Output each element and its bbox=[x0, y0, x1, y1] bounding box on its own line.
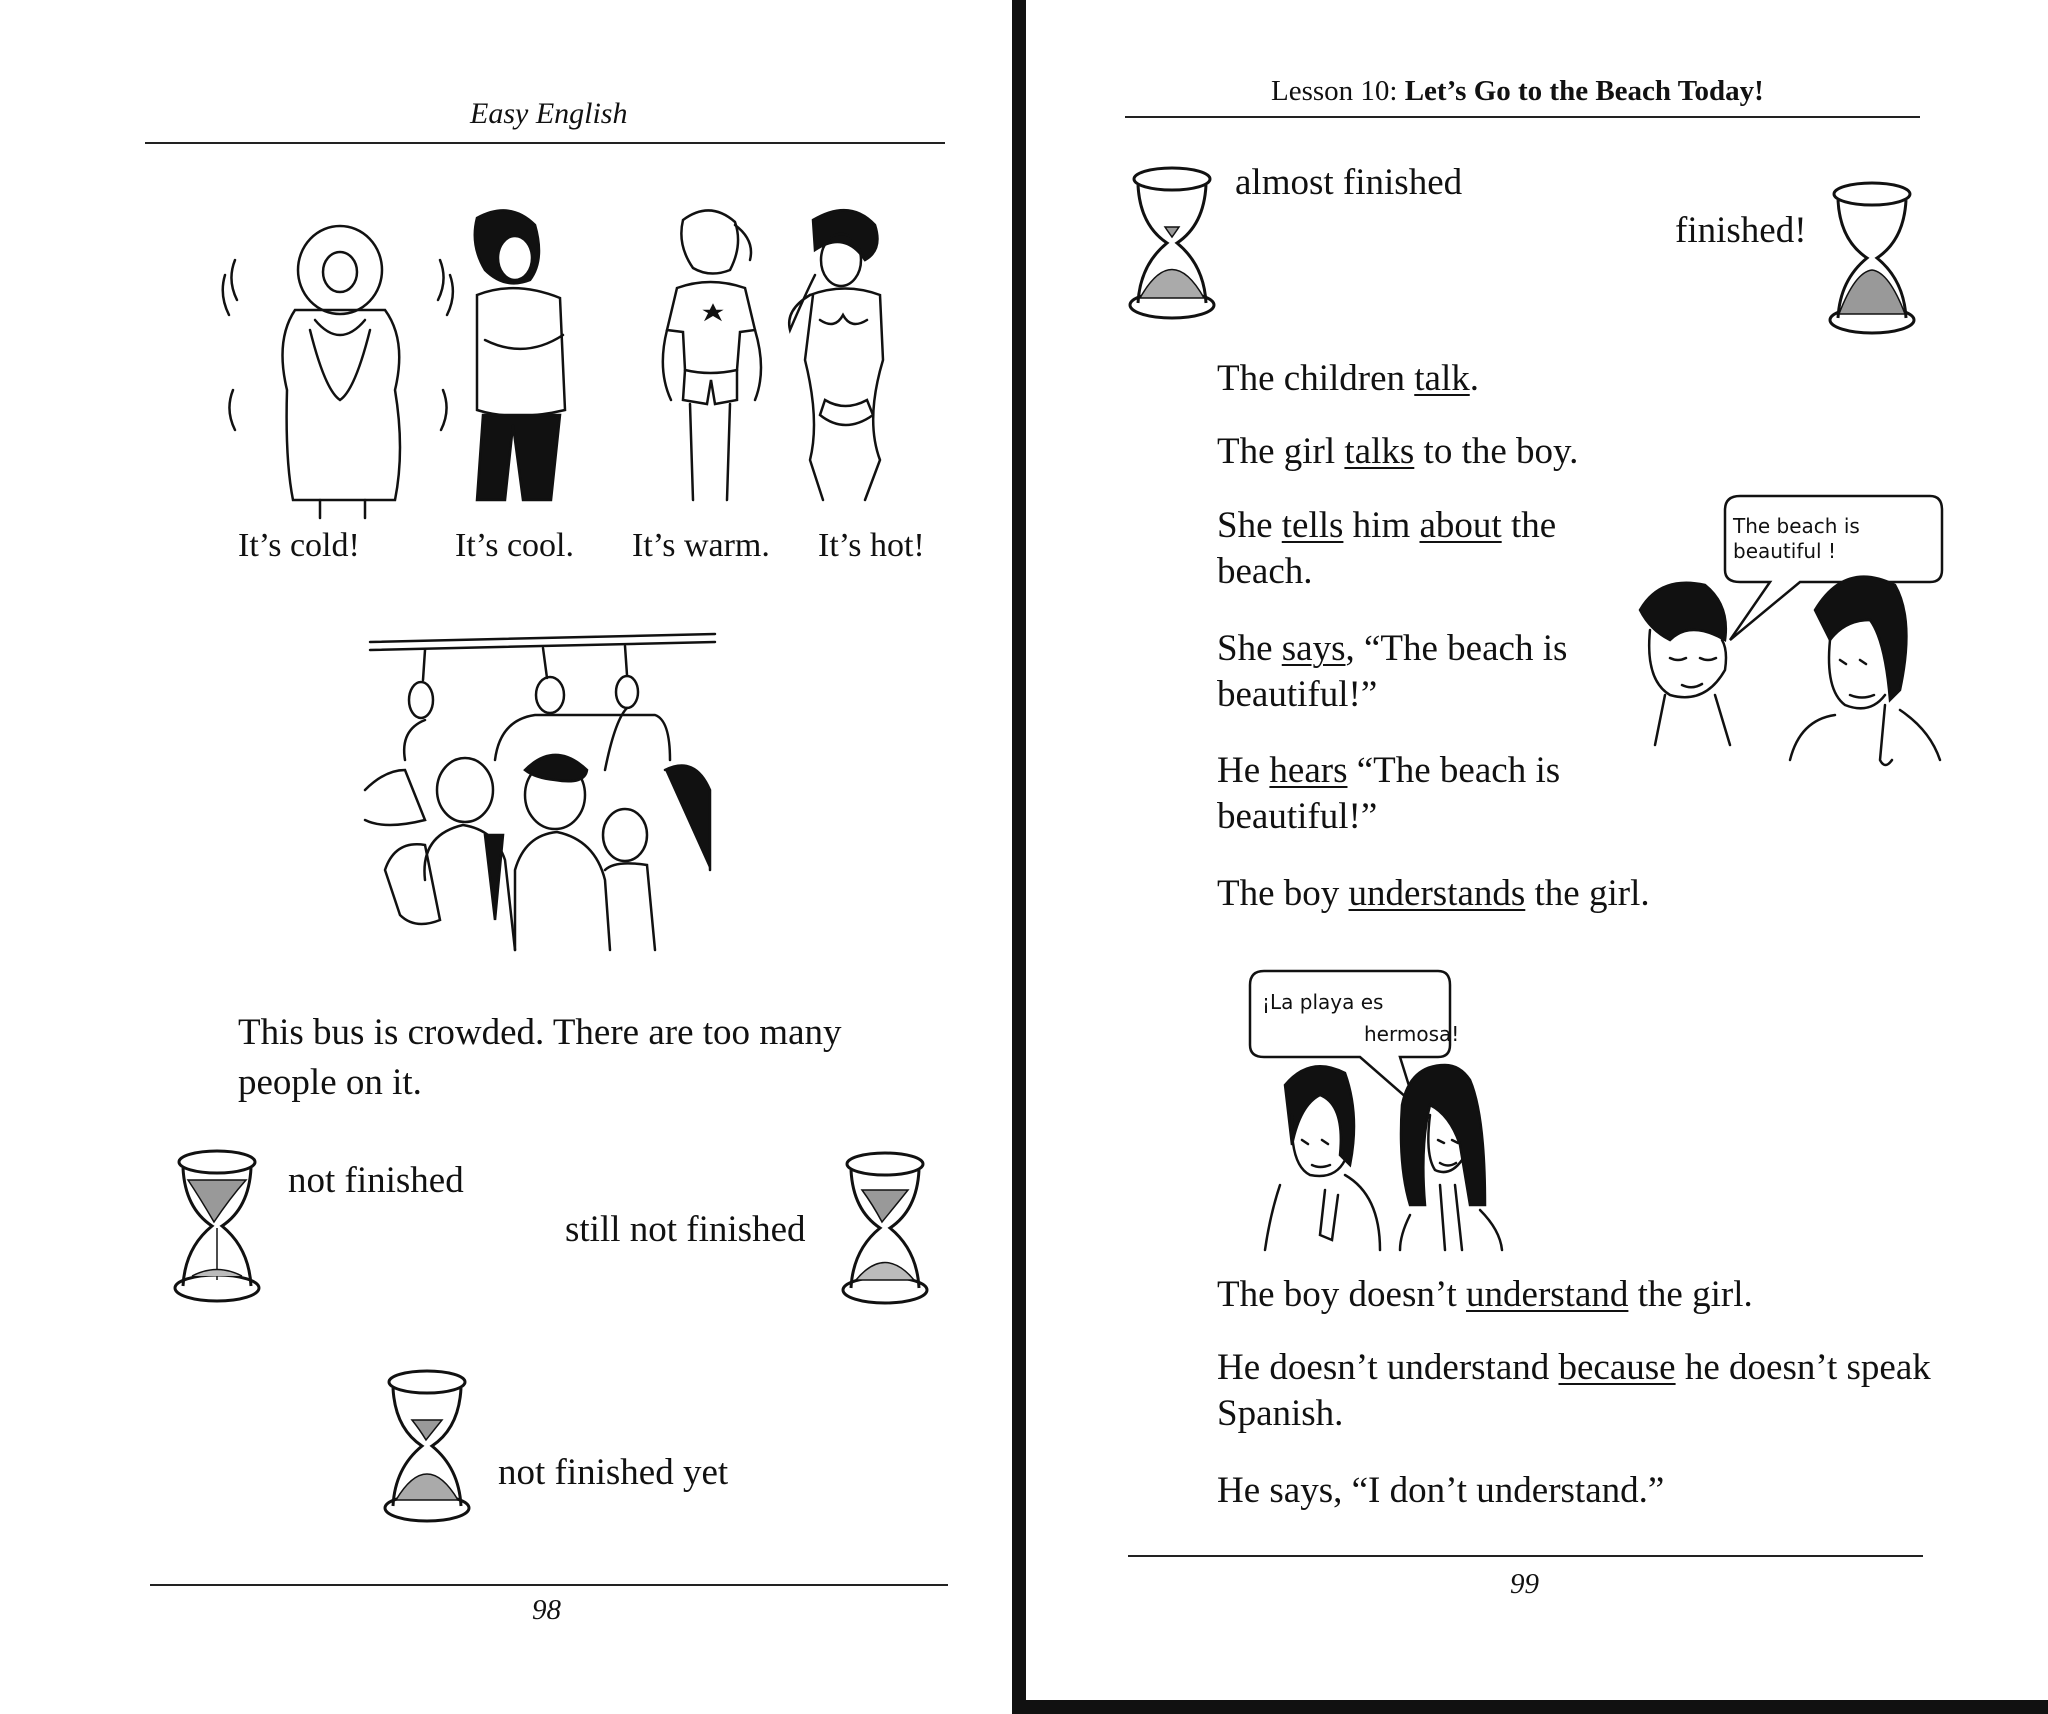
sentence-children-talk: The children talk. bbox=[1217, 358, 1479, 399]
sentence-girl-talks: The girl talks to the boy. bbox=[1217, 431, 1579, 472]
bubble-english-line2: beautiful ! bbox=[1733, 539, 1836, 563]
hourglass-icon bbox=[170, 1148, 265, 1303]
label-not-finished-yet: not finished yet bbox=[498, 1452, 729, 1493]
vocab-says: says bbox=[1281, 628, 1346, 669]
label-almost-finished: almost finished bbox=[1235, 162, 1463, 203]
crowded-line-2: people on it. bbox=[238, 1062, 422, 1103]
right-running-head bbox=[1271, 75, 1764, 108]
hourglass-icon bbox=[380, 1368, 475, 1523]
sentence-says: She says, “The beach is beautiful!” bbox=[1217, 628, 1568, 716]
hourglass-icon bbox=[1825, 180, 1920, 335]
cool-figure bbox=[475, 210, 565, 500]
vocab-understand: understand bbox=[1466, 1274, 1629, 1315]
bubble-english-line1: The beach is bbox=[1733, 514, 1860, 538]
sentence-understands: The boy understands the girl. bbox=[1217, 873, 1650, 914]
caption-warm: It’s warm. bbox=[632, 527, 770, 564]
cold-figure bbox=[223, 226, 453, 518]
running-head-prefix: Lesson 10: bbox=[1271, 75, 1405, 107]
sentence-because: He doesn’t understand because he doesn’t speak Spanish. bbox=[1217, 1347, 1931, 1435]
warm-figure bbox=[663, 210, 761, 500]
label-still-not-finished: still not finished bbox=[565, 1209, 806, 1250]
page-gutter bbox=[1012, 0, 1026, 1714]
bubble-spanish-line2: hermosa! bbox=[1364, 1022, 1460, 1046]
sentence-doesnt-understand: The boy doesn’t understand the girl. bbox=[1217, 1274, 1753, 1315]
vocab-about: about bbox=[1419, 505, 1502, 546]
right-page-number: 99 bbox=[1510, 1568, 1539, 1600]
label-not-finished: not finished bbox=[288, 1160, 464, 1201]
weather-illustrations bbox=[215, 200, 935, 520]
vocab-tells: tells bbox=[1281, 505, 1344, 546]
hourglass-icon bbox=[838, 1150, 933, 1305]
sentence-hears: He hears “The beach is beautiful!” bbox=[1217, 750, 1561, 838]
caption-cold: It’s cold! bbox=[238, 527, 360, 564]
running-head-title: Let’s Go to the Beach Today! bbox=[1404, 75, 1764, 107]
right-head-rule bbox=[1125, 116, 1920, 118]
crowded-line-1: This bus is crowded. There are too many bbox=[238, 1012, 842, 1053]
vocab-because: because bbox=[1558, 1347, 1676, 1388]
caption-cool: It’s cool. bbox=[455, 527, 574, 564]
vocab-talks: talks bbox=[1344, 431, 1415, 472]
left-foot-rule bbox=[150, 1584, 948, 1586]
left-page-number: 98 bbox=[532, 1594, 561, 1626]
caption-hot: It’s hot! bbox=[818, 527, 925, 564]
hourglass-icon bbox=[1125, 165, 1220, 320]
label-finished: finished! bbox=[1675, 210, 1807, 251]
left-head-rule bbox=[145, 142, 945, 144]
crowded-bus-illustration bbox=[365, 620, 725, 960]
vocab-understands: understands bbox=[1348, 873, 1526, 914]
right-foot-rule bbox=[1128, 1555, 1923, 1557]
vocab-talk: talk bbox=[1414, 358, 1470, 399]
sentence-tells-about: She tells him about the beach. bbox=[1217, 505, 1557, 593]
bubble-spanish-line1: ¡La playa es bbox=[1262, 990, 1384, 1014]
page-bottom-edge bbox=[1026, 1700, 2048, 1714]
vocab-hears: hears bbox=[1269, 750, 1348, 791]
left-running-head: Easy English bbox=[470, 97, 628, 130]
hot-figure bbox=[789, 210, 883, 500]
sentence-dont-understand: He says, “I don’t understand.” bbox=[1217, 1470, 1665, 1511]
